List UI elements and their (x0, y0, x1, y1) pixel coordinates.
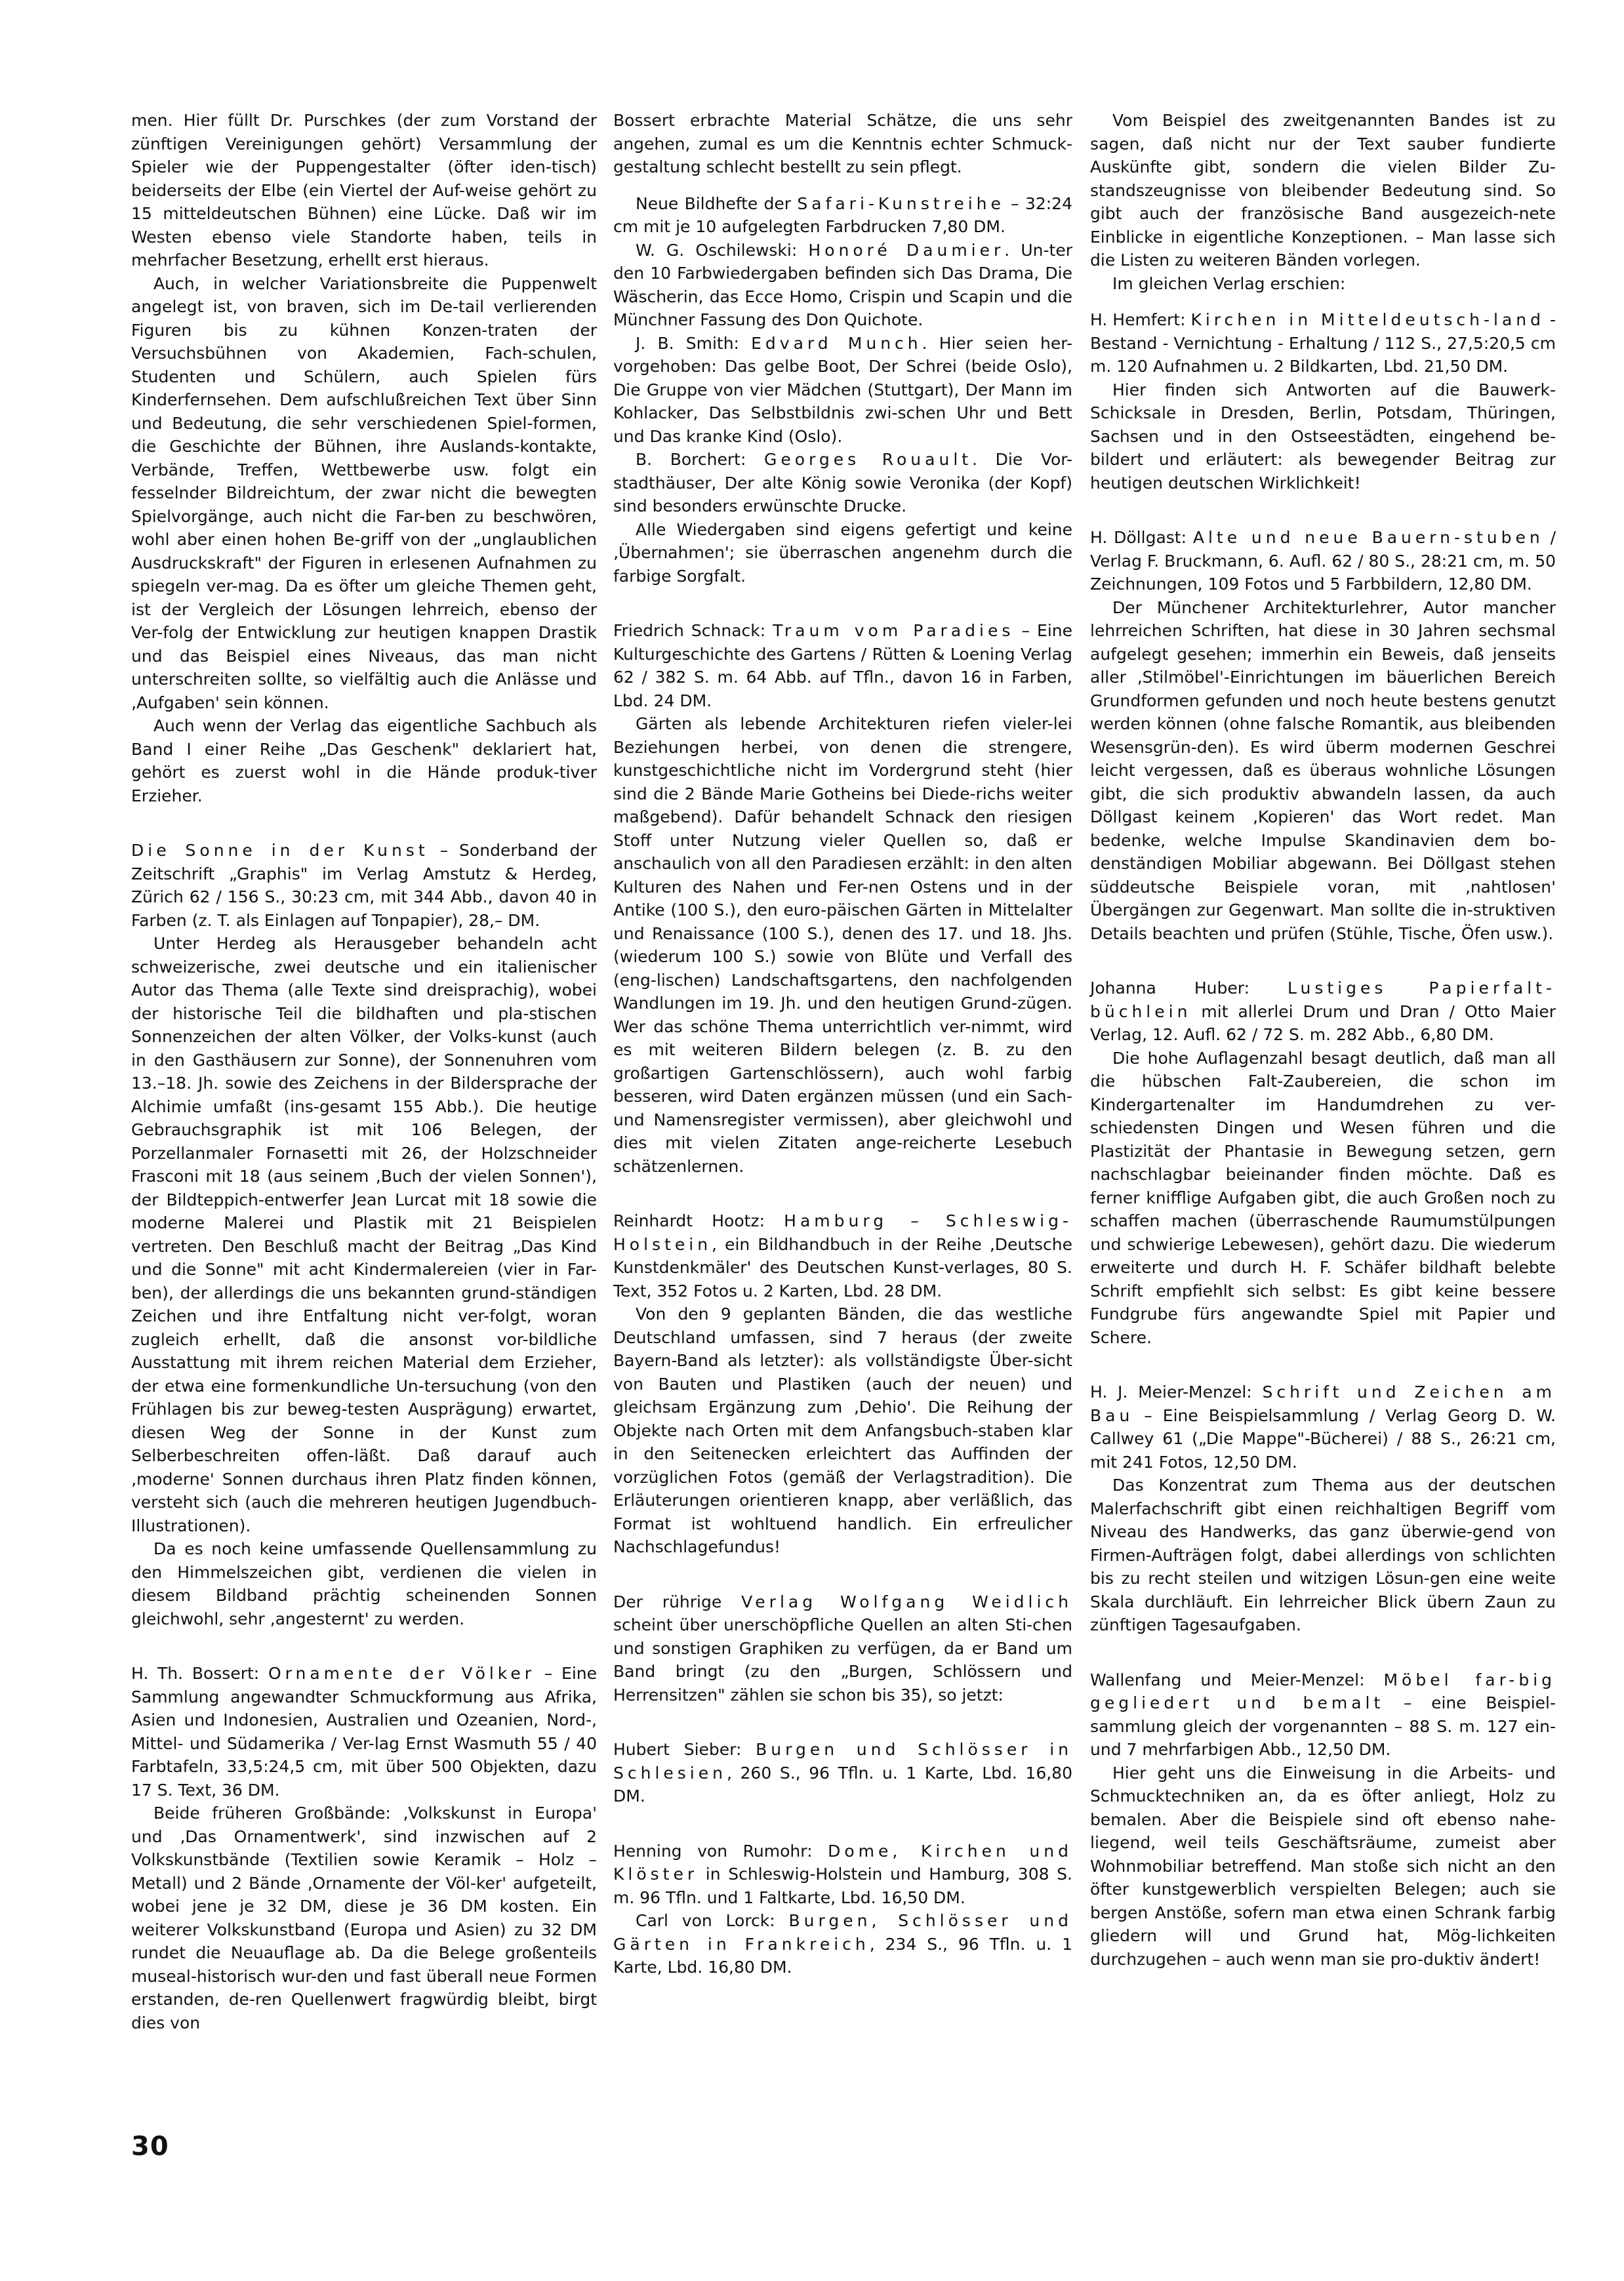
book-author: H. Hemfert: (1090, 310, 1191, 329)
review-heading-weidlich (613, 1590, 1072, 1707)
book-author: J. B. Smith: (636, 333, 752, 353)
review-munch (613, 332, 1072, 449)
review-heading-hemfert (1090, 308, 1556, 378)
book-biblio: – Sonderband der Zeitschrift „Graphis" im Verlag Amstutz & Herdeg, Zürich 62 / 156 S., 30:23 cm, mit 344 Abb., davon 40 in Farben (z. T. als Einlagen auf Tonpapier), 28,– DM. (131, 841, 597, 930)
review-heading-lorck (613, 1909, 1072, 1979)
book-title: Honoré Daumier (808, 240, 1005, 260)
paragraph: Gärten als lebende Architekturen riefen vieler-lei Beziehungen herbei, von denen die strengere, kunstgeschichtliche nicht im Vordergrund steht (hier sind die 2 Bände Marie Gotheins bei Diede-richs weiter maßgebend). Dafür behandelt Schnack den riesigen Stoff unter Nutzung vieler Quellen so, daß er anschaulich von all den Paradiesen erzählt: in den alten Kulturen des Nahen und Fer-nen Ostens und in der Antike (100 S.), den euro-päischen Gärten in Mittelalter und Renaissance (100 S.), denen des 17. und 18. Jhs. (wiederum 100 S.) sowie von Blüte und Verfall des (eng-lischen) Landschaftsgartens, den nachfolgenden Wandlungen im 19. Jh. und den heutigen Grund-zügen. Wer das schöne Thema unterrichtlich ver-nimmt, wird es mit weiteren Bildern belegen (z. B. zu den großartigen Gartenschlössern), auch wohl farbig besseren, wird Daten ergänzen müssen (und ein Sach- und Namensregister vermissen), aber gleichwohl und dies mit vielen Zitaten ange-reicherte Lesebuch schätzenlernen. (613, 714, 1072, 1176)
paragraph: Im gleichen Verlag erschien: (1112, 273, 1346, 293)
book-author: Henning von Rumohr: (613, 1841, 828, 1861)
paragraph: Von den 9 geplanten Bänden, die das westliche Deutschland umfassen, sind 7 heraus (der zweite Bayern-Band als letzter): als vollständigste Über-sicht von Bauten und Plastiken (auch der neuen) und gleichsam Ergänzung zum ‚Dehio'. Die Reihung der Objekte nach Orten mit dem Anfangsbuch-staben klar in den Seitenecken erleichtert das Auffinden der vorzüglichen Fotos (gemäß der Verlagstradition). Die Erläuterungen orientieren knapp, aber verläßlich, das Format ist wohltuend handlich. Ein erfreulicher Nachschlagefundus! (613, 1304, 1072, 1556)
book-biblio: – Eine Kulturgeschichte des Gartens / Rütten & Loening Verlag 62 / 382 S. m. 64 Abb. auf Tfln., davon 16 in Farben, Lbd. 24 DM. (613, 621, 1072, 710)
paragraph: Der Münchener Architekturlehrer, Autor mancher lehrreichen Schriften, hat diese in 30 Jahren sechsmal aufgelegt gesehen; immerhin ein Beweis, daß jenseits aller ‚Stilmöbel'-Einrichtungen im bäuerlichen Bereich Grundformen gefunden und noch heute bestens genutzt werden können (ohne falsche Romantik, aus bleibenden Wesensgrün-den). Es wird überm modernen Geschrei leicht vergessen, daß es überaus wohnliche Lösungen gibt, die sich produktiv abwandeln lassen, da auch Döllgast keinem ‚Kopieren' das Wort redet. Man bedenke, welche Impulse Skandinavien dem bo-denständigen Mobiliar abgewann. Bei Döllgast stehen süddeutsche Beispiele voran, mit ‚nahtlosen' Übergängen zur Gegenwart. Man sollte die in-struktiven Details beachten und prüfen (Stühle, Tische, Öfen usw.). (1090, 597, 1556, 943)
book-biblio: - Bestand - Vernichtung - Erhaltung / 112 S., 27,5:20,5 cm m. 120 Aufnahmen u. 2 Bildkarten, Lbd. 21,50 DM. (1090, 310, 1556, 376)
text-column-right (1090, 109, 1556, 1971)
paragraph: Auch wenn der Verlag das eigentliche Sachbuch als Band I einer Reihe „Das Geschenk" deklariert hat, gehört es zuerst wohl in die Hände produk-tiver Erzieher. (131, 716, 597, 805)
book-title: Georges Rouault (763, 450, 973, 469)
paragraph: Auch, in welcher Variationsbreite die Puppenwelt angelegt ist, von braven, sich im De-tail verlierenden Figuren bis zu kühnen Konzen-traten der Versuchsbühnen von Akademien, Fach-schulen, Studenten und Schülern, auch Spielen fürs Kinderfernsehen. Dem aufschlußreichen Text über Sinn und Bedeutung, die sehr verschiedenen Spiel-formen, die Geschichte der Bühnen, ihre Auslands-kontakte, Verbände, Treffen, Wettbewerbe usw. folgt ein fesselnder Bildreichtum, der zwar nicht die bewegten Spielvorgänge, auch nicht die Far-ben zu beschwören, wohl aber einen hohen Be-griff von der „unglaublichen Ausdruckskraft" der Figuren in erlesenen Aufnahmen zu spiegeln ver-mag. Da es öfter um gleiche Themen geht, ist der Vergleich der Lösungen lehrreich, ebenso der Ver-folg der Entwicklung zur heutigen knappen Drastik und das Beispiel eines Niveaus, das man nicht unterschreiten sollte, so vielfältig auch die Anlässe und ‚Aufgaben' sein können. (131, 273, 597, 712)
book-author: Reinhardt Hootz: (613, 1211, 784, 1230)
book-author: H. J. Meier-Menzel: (1090, 1383, 1263, 1402)
book-author: Johanna Huber: (1090, 979, 1288, 998)
paragraph: Hier finden sich Antworten auf die Bauwerk-Schicksale in Dresden, Berlin, Potsdam, Thüringen, Sachsen und in den Ostseestädten, eingehend be-bildert und erläutert: als bewegender Beitrag zur heutigen deutschen Wirklichkeit! (1090, 380, 1556, 493)
paragraph: Alle Wiedergaben sind eigens gefertigt und keine ‚Übernahmen'; sie überraschen angenehm durch die farbige Sorgfalt. (613, 519, 1072, 586)
text-column-left (131, 109, 597, 2034)
book-biblio: / Verlag F. Bruckmann, 6. Aufl. 62 / 80 S., 28:21 cm, m. 50 Zeichnungen, 109 Fotos und 5 Farbbildern, 12,80 DM. (1090, 528, 1556, 594)
book-biblio: – eine Beispiel-sammlung gleich der vorgenannten – 88 S. m. 127 ein- und 7 mehrfarbigen Abb., 12,50 DM. (1090, 1693, 1556, 1759)
book-title: Edvard Munch (751, 333, 922, 353)
paragraph: Bossert erbrachte Material Schätze, die uns sehr angehen, zumal es um die Kenntnis echter Schmuck-gestaltung schlecht bestellt zu sein pflegt. (613, 111, 1072, 176)
book-title: Kirchen in Mitteldeutsch-land (1190, 310, 1545, 329)
paragraph: Die hohe Auflagenzahl besagt deutlich, daß man all die hübschen Falt-Zaubereien, die schon im Kindergartenalter im Handumdrehen zu ver-schiedensten Dingen und Wesen führen und die Plastizität der Phantasie in Bewegung setzen, gern nachschlagbar beieinander finden möchte. Daß es ferner knifflige Aufgaben gibt, die auch Großen noch zu schaffen machen (überraschende Raumumstülpungen und schwierige Lebewesen), gehört dazu. Die wiederum erweiterte und durch H. F. Schäfer bildhaft belebte Schrift empfiehlt sich selbst: Es gibt keine bessere Fundgrube fürs angewandte Spiel mit Papier und Schere. (1090, 1048, 1556, 1347)
review-heading-huber (1090, 977, 1556, 1047)
book-title: Hamburg – Schleswig-Holstein (613, 1211, 1072, 1254)
book-author: Hubert Sieber: (613, 1740, 756, 1759)
book-title: Burgen, Schlösser und Gärten in Frankreich (613, 1911, 1072, 1954)
review-heading-wallenfang (1090, 1668, 1556, 1762)
text-span: Neue Bildhefte der (636, 193, 798, 213)
paragraph: Unter Herdeg als Herausgeber behandeln acht schweizerische, zwei deutsche und ein italienischer Autor das Thema (alle Texte sind dreisprachig), wobei der historische Teil die bildhaften und pla-stischen Sonnenzeichen der alten Völker, der Volks-kunst (auch in den Gasthäusern zur Sonne), der Sonnenuhren vom 13.–18. Jh. sowie des Zeichens in der Bildersprache der Alchimie umfaßt (ins-gesamt 155 Abb.). Die heutige Gebrauchsgraphik ist mit 106 Belegen, der Porzellanmaler Fornasetti mit 26, der Holzschneider Frasconi mit 18 (aus seinem ‚Buch der vielen Sonnen'), der Bildteppich-entwerfer Jean Lurcat mit 18 sowie die moderne Malerei und Plastik mit 21 Beispielen vertreten. Den Beschluß macht der Beitrag „Das Kind und die Sonne" mit acht Kindermalereien (vier in Far-ben), der allerdings die uns bekannten grund-ständigen Zeichen und ihre Entfaltung nicht ver-folgt, woran zugleich erhellt, daß die ansonst vor-bildliche Ausstattung mit ihrem reichen Material dem Erzieher, der etwa eine formenkundliche Un-tersuchung (von den Frühlagen bis zur beweg-testen Ausprägung) erwartet, diesen Weg der Sonne in der Kunst zum Selberbeschreiten offen-läßt. Daß darauf auch ‚moderne' Sonnen durchaus ihren Platz finden können, versteht sich (auch die mehreren heutigen Jugendbuch-Illustrationen). (131, 934, 597, 1535)
paragraph: Vom Beispiel des zweitgenannten Bandes ist zu sagen, daß nicht nur der Text sauber fundierte Auskünfte gibt, sondern die vielen Bilder Zu-standszeugnisse von bleibender Bedeutung sind. So gibt auch der französische Band ausgezeich-nete Einblicke in eigentliche Konzeptionen. – Man lasse sich die Listen zu weiteren Bänden vorlegen. (1090, 111, 1556, 270)
series-title: Safari-Kunstreihe (797, 193, 1005, 213)
review-heading-sieber (613, 1738, 1072, 1808)
text-span: scheint über unerschöpfliche Quellen an alten Sti-chen und sonstigen Graphiken zu verfügen, da er Band um Band bringt (zu den „Burgen, Schlössern und Herrensitzen" zählen sie schon bis 35), so jetzt: (613, 1615, 1072, 1705)
book-title: Alte und neue Bauern-stuben (1192, 528, 1544, 547)
book-author: Wallenfang und Meier-Menzel: (1090, 1670, 1384, 1689)
book-author: Carl von Lorck: (636, 1911, 789, 1930)
review-heading-dollgast (1090, 526, 1556, 596)
review-heading-rumohr (613, 1840, 1072, 1910)
text-span: Der rührige (613, 1592, 742, 1611)
review-heading-safari (613, 192, 1072, 239)
review-heading-hootz (613, 1209, 1072, 1302)
paragraph: Beide früheren Großbände: ‚Volkskunst in Europa' und ‚Das Ornamentwerk', sind inzwischen auf 2 Volkskunstbände (Textilien sowie Keramik – Holz – Metall) und 2 Bände ‚Ornamente der Völ-ker' aufgeteilt, wobei jene je 32 DM, diese je 36 DM kosten. Ein weiterer Volkskunstband (Europa und Asien) zu 32 DM rundet die Neuauflage ab. Da die Belege großenteils museal-historisch wur-den und fast überall neue Formen erstanden, de-ren Quellenwert fragwürdig bleibt, birgt dies von (131, 1804, 597, 2032)
book-title: Burgen und Schlösser in Schlesien (613, 1740, 1073, 1783)
publisher-title: Verlag Wolfgang Weidlich (741, 1592, 1073, 1611)
text-span: . Un-ter den 10 Farbwiedergaben befinden sich Das Drama, Die Wäscherin, das Ecce Homo, Crispin und Scapin und die Münchner Fassung des Don Quichote. (613, 240, 1072, 329)
page-number: 30 (131, 2131, 169, 2162)
book-author: B. Borchert: (636, 450, 764, 469)
book-biblio: , 234 S., 96 Tfln. u. 1 Karte, Lbd. 16,80 DM. (613, 1934, 1072, 1977)
book-biblio: – Eine Beispielsammlung / Verlag Georg D. W. Callwey 61 („Die Mappe"-Bücherei) / 88 S., 26:21 cm, mit 241 Fotos, 12,50 DM. (1090, 1405, 1556, 1472)
book-title: Traum vom Paradies (773, 621, 1015, 640)
text-column-middle (613, 109, 1072, 1979)
book-title: Lustiges Papierfalt-büchlein (1090, 979, 1556, 1021)
paragraph: Da es noch keine umfassende Quellensammlung zu den Himmelszeichen gibt, verdienen die vielen in diesem Bildband prächtig scheinenden Sonnen gleichwohl, sehr ‚angesternt' zu werden. (131, 1539, 597, 1628)
book-author: H. Th. Bossert: (131, 1664, 268, 1683)
book-author: W. G. Oschilewski: (636, 240, 809, 260)
book-title: Schrift und Zeichen am Bau (1090, 1383, 1556, 1425)
book-author: H. Döllgast: (1090, 528, 1193, 547)
review-heading-meier (1090, 1381, 1556, 1474)
book-biblio: mit allerlei Drum und Dran / Otto Maier Verlag, 12. Aufl. 62 / 72 S. m. 282 Abb., 6,80 DM. (1090, 1001, 1556, 1044)
book-title: Ornamente der Völker (268, 1664, 536, 1683)
review-heading-sonne (131, 839, 597, 932)
book-biblio: – 32:24 cm mit je 10 aufgelegten Farbdrucken 7,80 DM. (613, 193, 1072, 236)
book-biblio: – Eine Sammlung angewandter Schmuckformung aus Afrika, Asien und Indonesien, Australien und Ozeanien, Nord-, Mittel- und Südamerika / Ver-lag Ernst Wasmuth 55 / 40 Farbtafeln, 33,5:24,5 cm, mit über 500 Objekten, dazu 17 S. Text, 36 DM. (131, 1664, 597, 1800)
paragraph: men. Hier füllt Dr. Purschkes (der zum Vorstand der zünftigen Vereinigungen gehört) Versammlung der Spieler wie der Puppengestalter (öfter iden-tisch) beiderseits der Elbe (ein Viertel der Auf-weise gehört zu 15 mitteldeutschen Bühnen) eine Lücke. Daß wir im Westen ebenso viele Standorte haben, teils in mehrfacher Besetzung, erhellt erst hieraus. (131, 111, 597, 270)
text-span: . Hier seien her-vorgehoben: Das gelbe Boot, Der Schrei (beide Oslo), Die Gruppe von vier Mädchen (Stuttgart), Der Mann im Kohlacker, Das Selbstbildnis zwi-schen Uhr und Bett und Das kranke Kind (Oslo). (613, 333, 1072, 446)
book-title: Möbel far-big gegliedert und bemalt (1090, 1670, 1556, 1712)
paragraph: Hier geht uns die Einweisung in die Arbeits- und Schmucktechniken an, da es öfter anliegt, Holz zu bemalen. Aber die Beispiele sind oft ebenso nahe-liegend, weil teils Geschäftsräume, zumeist aber Wohnmobiliar betreffend. Man stoße sich nicht an den öfter kunstgewerblich verspielten Belegen; auch sie bergen Anstöße, sofern man etwa einen Schrank farbig gliedern will und Grund hat, Mög-lichkeiten durchzugehen – auch wenn man sie pro-duktiv ändert! (1090, 1763, 1556, 1969)
book-title: Die Sonne in der Kunst (131, 841, 429, 860)
review-rouault (613, 448, 1072, 518)
review-heading-bossert (131, 1662, 597, 1802)
review-daumier (613, 239, 1072, 332)
book-author: Friedrich Schnack: (613, 621, 773, 640)
text-span: . Die Vor-stadthäuser, Der alte König sowie Veronika (der Kopf) sind besonders erwünschte Drucke. (613, 450, 1072, 515)
book-title: Dome, Kirchen und Klöster (613, 1841, 1072, 1884)
book-biblio: , ein Bildhandbuch in der Reihe ‚Deutsche Kunstdenkmäler' des Deutschen Kunst-verlages, 80 S. Text, 352 Fotos u. 2 Karten, Lbd. 28 DM. (613, 1234, 1072, 1301)
book-biblio: , 260 S., 96 Tfln. u. 1 Karte, Lbd. 16,80 DM. (613, 1763, 1072, 1806)
book-biblio: in Schleswig-Holstein und Hamburg, 308 S. m. 96 Tfln. und 1 Faltkarte, Lbd. 16,50 DM. (613, 1865, 1072, 1907)
paragraph: Das Konzentrat zum Thema aus der deutschen Malerfachschrift gibt einen reichhaltigen Begriff vom Niveau des Handwerks, das ganz überwie-gend von Firmen-Aufträgen folgt, dabei allerdings von schlichten bis zu recht steilen und witzigen Lösun-gen eine weite Skala durchläuft. Ein lehrreicher Blick übern Zaun zu zünftigen Tagesaufgaben. (1090, 1476, 1556, 1634)
review-heading-schnack (613, 619, 1072, 712)
